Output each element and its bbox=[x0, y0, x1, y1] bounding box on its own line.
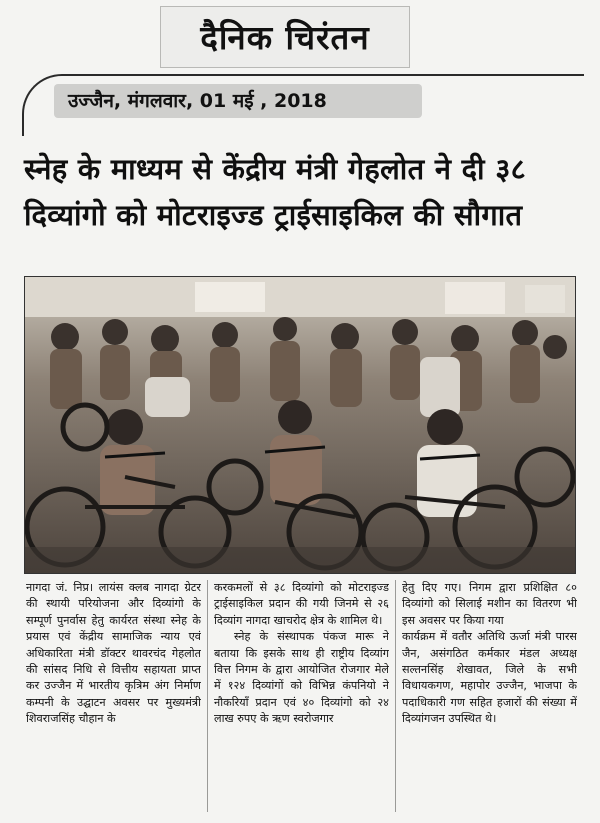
article-body bbox=[24, 580, 576, 812]
article-column-2 bbox=[214, 580, 389, 812]
headline bbox=[24, 146, 584, 238]
dateline-frame bbox=[22, 74, 584, 136]
article-paragraph: नागदा जं. निप्र। लायंस क्लब नागदा ग्रेटर की स्थायी परियोजना और दिव्यांगो के सम्पूर्ण पुनर्वास हेतु कार्यरत संस्था स्नेह के प्रयास एवं केंद्रीय सामाजिक न्याय एवं अधिकारिता मंत्री डॉक्टर थावरचंद गेहलोत की सांसद निधि से वित्तीय सहायता प्राप्त कर उज्जैन में भारतीय कृत्रिम अंग निर्माण कम्पनी के उद्घाटन अवसर पर मुख्यमंत्री शिवराजसिंह चौहान के bbox=[26, 581, 201, 726]
headline-line-2: दिव्यांगो को मोटराइज्ड ट्राईसाइकिल की सौगात bbox=[24, 198, 523, 232]
column-divider bbox=[395, 580, 396, 812]
article-paragraph: स्नेह के संस्थापक पंकज मारू ने बताया कि इसके साथ ही राष्ट्रीय दिव्यांग वित्त निगम के द्वारा आयोजित रोजगार मेले में १२४ दिव्यांगों को विभिन्न कंपनियो ने नौकरियाँ प्रदान एवं ४० दिव्यांगो को २४ लाख रुपए के ऋण स्वरोजगार bbox=[214, 630, 389, 726]
masthead bbox=[160, 6, 410, 68]
article-paragraph: हेतु दिए गए। निगम द्वारा प्रशिक्षित ८० दिव्यांगो को सिलाई मशीन का वितरण भी इस अवसर पर किया गया bbox=[402, 581, 577, 627]
headline-line-1: स्नेह के माध्यम से केंद्रीय मंत्री गेहलोत ने दी ३८ bbox=[24, 152, 526, 186]
column-divider bbox=[207, 580, 208, 812]
newspaper-name: दैनिक चिरंतन bbox=[200, 18, 370, 57]
article-column-3 bbox=[402, 580, 577, 812]
article-paragraph: करकमलों से ३८ दिव्यांगो को मोटराइज्ड ट्राईसाइकिल प्रदान की गयी जिनमे से २६ दिव्यांग नागदा खाचरोद क्षेत्र के शामिल थे। bbox=[214, 581, 389, 627]
article-column-1 bbox=[26, 580, 201, 812]
article-paragraph: कार्यक्रम में वतौर अतिथि ऊर्जा मंत्री पारस जैन, असंगठित कर्मकार मंडल अध्यक्ष सल्तनसिंह शेखावत, जिले के सभी विधायकगण, महापोर उज्जैन, भाजपा के पदाधिकारी गण सहित हजारों की संख्या में दिव्यांगजन उपस्थित थे। bbox=[402, 630, 577, 726]
news-photo-icon bbox=[25, 277, 575, 573]
dateline: उज्जैन, मंगलवार, 01 मई , 2018 bbox=[54, 84, 422, 118]
news-photo bbox=[24, 276, 576, 574]
